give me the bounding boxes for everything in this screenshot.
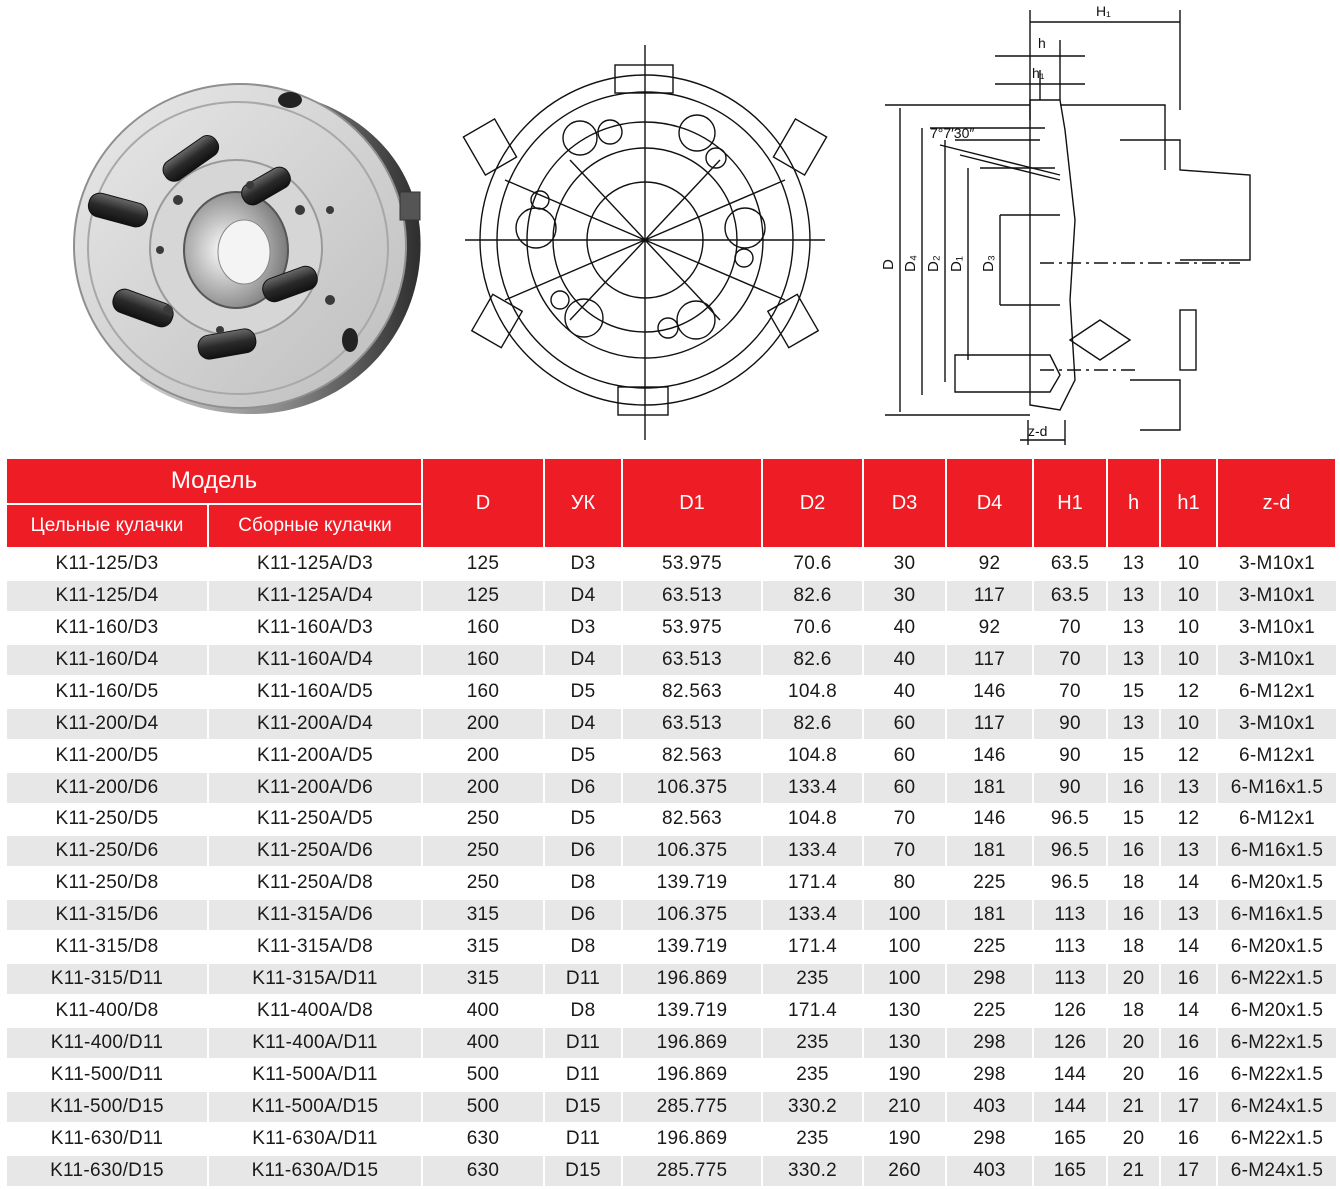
cell-d1: 63.513 [622,644,762,676]
cell-h1-small: 10 [1160,612,1217,644]
cell-zd: 6-M20x1.5 [1217,867,1336,899]
cell-d3: 30 [863,580,946,612]
cell-d: 250 [422,867,544,899]
cell-d2: 70.6 [762,612,863,644]
header-d1: D1 [622,458,762,548]
cell-h1-small: 13 [1160,772,1217,804]
cell-d2: 235 [762,1027,863,1059]
cell-zd: 6-M12x1 [1217,740,1336,772]
cell-d3: 40 [863,612,946,644]
cell-h: 13 [1107,708,1160,740]
cell-h1: 96.5 [1033,804,1107,836]
cell-d3: 70 [863,835,946,867]
cell-d1: 82.563 [622,676,762,708]
table-row [6,1059,1336,1091]
cell-d3: 40 [863,676,946,708]
cell-d: 160 [422,644,544,676]
header-h: h [1107,458,1160,548]
cell-d4: 298 [946,1059,1033,1091]
cell-d4: 298 [946,1027,1033,1059]
table-row [6,899,1336,931]
cell-h1: 144 [1033,1091,1107,1123]
cell-d3: 210 [863,1091,946,1123]
cell-h1-small: 16 [1160,1027,1217,1059]
cell-h: 13 [1107,548,1160,580]
cell-model-solid: K11-400/D8 [6,995,208,1027]
cell-uk: D11 [544,1027,622,1059]
cell-d4: 181 [946,899,1033,931]
cell-d2: 133.4 [762,899,863,931]
cell-model-assembled: K11-160A/D4 [208,644,422,676]
cell-h: 18 [1107,867,1160,899]
cell-model-solid: K11-125/D4 [6,580,208,612]
label-D3: D₃ [980,255,997,272]
cell-uk: D5 [544,804,622,836]
cell-uk: D6 [544,835,622,867]
cell-d1: 53.975 [622,548,762,580]
cell-h: 16 [1107,835,1160,867]
cell-d: 630 [422,1155,544,1187]
cell-uk: D8 [544,867,622,899]
cell-model-assembled: K11-315A/D8 [208,931,422,963]
cell-d4: 117 [946,644,1033,676]
label-zd: z-d [1028,423,1048,439]
table-row [6,1027,1336,1059]
cell-h1-small: 16 [1160,1123,1217,1155]
chuck-3d-image [74,84,421,414]
cell-zd: 6-M22x1.5 [1217,1059,1336,1091]
cell-d4: 298 [946,963,1033,995]
cell-d4: 92 [946,548,1033,580]
cell-d4: 403 [946,1155,1033,1187]
header-d4: D4 [946,458,1033,548]
table-row [6,995,1336,1027]
cell-d: 200 [422,772,544,804]
cell-d3: 60 [863,772,946,804]
cell-model-assembled: K11-500A/D15 [208,1091,422,1123]
table-row [6,612,1336,644]
cell-d4: 403 [946,1091,1033,1123]
cell-model-assembled: K11-125A/D3 [208,548,422,580]
cell-h1-small: 16 [1160,1059,1217,1091]
table-row [6,1091,1336,1123]
cell-h1-small: 17 [1160,1155,1217,1187]
cell-d: 160 [422,676,544,708]
cell-d3: 260 [863,1155,946,1187]
cell-uk: D3 [544,548,622,580]
cell-zd: 3-M10x1 [1217,580,1336,612]
cell-uk: D3 [544,612,622,644]
cell-d2: 104.8 [762,676,863,708]
cell-model-solid: K11-160/D5 [6,676,208,708]
cell-model-solid: K11-630/D11 [6,1123,208,1155]
cell-d3: 30 [863,548,946,580]
cell-uk: D15 [544,1155,622,1187]
cell-d: 200 [422,740,544,772]
cell-zd: 6-M12x1 [1217,676,1336,708]
table-row [6,580,1336,612]
cell-d1: 106.375 [622,772,762,804]
cell-d: 250 [422,804,544,836]
cell-model-solid: K11-160/D3 [6,612,208,644]
header-uk: УК [544,458,622,548]
cell-h1-small: 17 [1160,1091,1217,1123]
label-h: h [1038,35,1046,51]
cell-model-solid: K11-200/D5 [6,740,208,772]
cell-d4: 146 [946,676,1033,708]
cell-d1: 82.563 [622,740,762,772]
cell-d2: 82.6 [762,644,863,676]
cell-h: 18 [1107,931,1160,963]
cell-d2: 235 [762,1123,863,1155]
spec-table [5,457,1337,1188]
label-h1-lower: h₁ [1032,65,1045,81]
cell-d: 200 [422,708,544,740]
cell-h1-small: 12 [1160,740,1217,772]
cell-d3: 100 [863,931,946,963]
cell-zd: 6-M12x1 [1217,804,1336,836]
cell-h: 15 [1107,676,1160,708]
cell-model-solid: K11-250/D8 [6,867,208,899]
cell-h1-small: 12 [1160,804,1217,836]
cell-d1: 63.513 [622,708,762,740]
cell-h: 21 [1107,1091,1160,1123]
figures-svg [0,0,1340,452]
side-section-drawing [885,10,1250,445]
cell-model-solid: K11-200/D6 [6,772,208,804]
cell-uk: D6 [544,899,622,931]
cell-d1: 63.513 [622,580,762,612]
cell-zd: 6-M24x1.5 [1217,1091,1336,1123]
cell-h: 16 [1107,899,1160,931]
table-row [6,644,1336,676]
label-D: D [880,259,897,270]
label-h1-upper: H₁ [1096,3,1111,19]
cell-model-solid: K11-315/D11 [6,963,208,995]
cell-d2: 171.4 [762,867,863,899]
cell-d: 400 [422,1027,544,1059]
cell-h: 20 [1107,963,1160,995]
cell-d3: 100 [863,899,946,931]
cell-model-assembled: K11-125A/D4 [208,580,422,612]
header-d: D [422,458,544,548]
cell-zd: 3-M10x1 [1217,548,1336,580]
cell-model-assembled: K11-500A/D11 [208,1059,422,1091]
cell-h1-small: 12 [1160,676,1217,708]
cell-uk: D8 [544,995,622,1027]
table-row [6,772,1336,804]
cell-h1: 144 [1033,1059,1107,1091]
cell-model-solid: K11-500/D11 [6,1059,208,1091]
cell-d4: 92 [946,612,1033,644]
cell-h: 16 [1107,772,1160,804]
cell-uk: D15 [544,1091,622,1123]
cell-d3: 40 [863,644,946,676]
cell-h1: 113 [1033,963,1107,995]
cell-d: 125 [422,548,544,580]
cell-d3: 190 [863,1123,946,1155]
cell-h1-small: 13 [1160,899,1217,931]
cell-d3: 60 [863,708,946,740]
cell-model-assembled: K11-250A/D8 [208,867,422,899]
cell-h: 21 [1107,1155,1160,1187]
figures-area [0,0,1340,452]
cell-model-solid: K11-315/D6 [6,899,208,931]
cell-d4: 181 [946,772,1033,804]
cell-model-assembled: K11-400A/D11 [208,1027,422,1059]
cell-uk: D11 [544,1123,622,1155]
cell-d3: 80 [863,867,946,899]
cell-d1: 196.869 [622,1059,762,1091]
cell-h: 13 [1107,644,1160,676]
cell-h: 20 [1107,1027,1160,1059]
cell-uk: D11 [544,963,622,995]
cell-d: 500 [422,1059,544,1091]
cell-h: 20 [1107,1059,1160,1091]
cell-h1-small: 10 [1160,708,1217,740]
cell-d2: 171.4 [762,931,863,963]
cell-d: 500 [422,1091,544,1123]
table-row [6,1123,1336,1155]
cell-h1-small: 16 [1160,963,1217,995]
cell-h1-small: 10 [1160,580,1217,612]
cell-d2: 330.2 [762,1155,863,1187]
cell-h1: 70 [1033,676,1107,708]
cell-d2: 70.6 [762,548,863,580]
cell-zd: 6-M22x1.5 [1217,1123,1336,1155]
cell-d1: 106.375 [622,835,762,867]
cell-d1: 82.563 [622,804,762,836]
table-row [6,867,1336,899]
cell-uk: D5 [544,676,622,708]
cell-d4: 146 [946,804,1033,836]
cell-model-assembled: K11-160A/D5 [208,676,422,708]
cell-h1: 90 [1033,740,1107,772]
cell-d1: 106.375 [622,899,762,931]
cell-model-assembled: K11-200A/D4 [208,708,422,740]
cell-d2: 133.4 [762,772,863,804]
cell-h: 15 [1107,740,1160,772]
cell-zd: 3-M10x1 [1217,708,1336,740]
label-D1: D₁ [948,256,965,272]
cell-h1-small: 14 [1160,931,1217,963]
cell-d3: 190 [863,1059,946,1091]
table-row [6,931,1336,963]
table-row [6,708,1336,740]
cell-d2: 104.8 [762,804,863,836]
spec-table-header [6,458,1336,548]
cell-d2: 330.2 [762,1091,863,1123]
label-angle: 7°7′30″ [930,125,975,141]
cell-d2: 82.6 [762,708,863,740]
cell-zd: 6-M16x1.5 [1217,835,1336,867]
cell-h1: 96.5 [1033,867,1107,899]
cell-d: 630 [422,1123,544,1155]
cell-d2: 104.8 [762,740,863,772]
cell-d1: 285.775 [622,1155,762,1187]
cell-h1: 70 [1033,612,1107,644]
cell-uk: D11 [544,1059,622,1091]
cell-h1-small: 13 [1160,835,1217,867]
cell-h: 15 [1107,804,1160,836]
cell-model-assembled: K11-630A/D15 [208,1155,422,1187]
cell-uk: D8 [544,931,622,963]
cell-d3: 70 [863,804,946,836]
cell-model-assembled: K11-630A/D11 [208,1123,422,1155]
cell-h: 18 [1107,995,1160,1027]
cell-zd: 3-M10x1 [1217,612,1336,644]
cell-d: 315 [422,963,544,995]
cell-h1: 126 [1033,1027,1107,1059]
cell-model-solid: K11-160/D4 [6,644,208,676]
label-D4: D₄ [902,255,919,272]
cell-d1: 196.869 [622,963,762,995]
cell-zd: 6-M16x1.5 [1217,899,1336,931]
header-assembled-jaws: Сборные кулачки [208,504,422,548]
table-row [6,963,1336,995]
cell-model-solid: K11-200/D4 [6,708,208,740]
cell-model-solid: K11-250/D5 [6,804,208,836]
cell-d4: 225 [946,931,1033,963]
side-section-labels [880,3,1111,439]
cell-model-assembled: K11-315A/D11 [208,963,422,995]
cell-d2: 235 [762,963,863,995]
cell-d4: 181 [946,835,1033,867]
cell-d4: 117 [946,580,1033,612]
cell-uk: D4 [544,644,622,676]
cell-h1: 113 [1033,899,1107,931]
cell-h1: 113 [1033,931,1107,963]
cell-d: 315 [422,931,544,963]
spec-table-body [6,548,1336,1187]
cell-d1: 53.975 [622,612,762,644]
header-zd: z-d [1217,458,1336,548]
cell-model-assembled: K11-250A/D6 [208,835,422,867]
cell-h1: 63.5 [1033,580,1107,612]
cell-d3: 130 [863,995,946,1027]
cell-h1-small: 14 [1160,995,1217,1027]
cell-d2: 171.4 [762,995,863,1027]
cell-d1: 139.719 [622,995,762,1027]
cell-h1-small: 10 [1160,644,1217,676]
header-d2: D2 [762,458,863,548]
cell-zd: 3-M10x1 [1217,644,1336,676]
cell-model-assembled: K11-200A/D5 [208,740,422,772]
label-D2: D₂ [925,255,942,272]
cell-zd: 6-M20x1.5 [1217,931,1336,963]
cell-d4: 298 [946,1123,1033,1155]
cell-d2: 133.4 [762,835,863,867]
cell-h1: 70 [1033,644,1107,676]
cell-model-assembled: K11-200A/D6 [208,772,422,804]
cell-h1: 126 [1033,995,1107,1027]
header-h1: H1 [1033,458,1107,548]
cell-h1: 90 [1033,772,1107,804]
cell-d: 250 [422,835,544,867]
cell-d2: 82.6 [762,580,863,612]
cell-h1: 63.5 [1033,548,1107,580]
cell-d1: 139.719 [622,867,762,899]
cell-d: 315 [422,899,544,931]
cell-model-solid: K11-315/D8 [6,931,208,963]
cell-d1: 285.775 [622,1091,762,1123]
cell-uk: D4 [544,580,622,612]
cell-model-assembled: K11-400A/D8 [208,995,422,1027]
cell-model-solid: K11-125/D3 [6,548,208,580]
cell-h1: 165 [1033,1155,1107,1187]
table-row [6,804,1336,836]
header-d3: D3 [863,458,946,548]
cell-model-solid: K11-630/D15 [6,1155,208,1187]
cell-d4: 117 [946,708,1033,740]
cell-h: 13 [1107,580,1160,612]
cell-d: 400 [422,995,544,1027]
cell-d1: 196.869 [622,1027,762,1059]
table-row [6,1155,1336,1187]
cell-d3: 60 [863,740,946,772]
cell-zd: 6-M22x1.5 [1217,1027,1336,1059]
cell-h1: 165 [1033,1123,1107,1155]
table-row [6,740,1336,772]
cell-uk: D4 [544,708,622,740]
cell-uk: D6 [544,772,622,804]
cell-model-solid: K11-500/D15 [6,1091,208,1123]
cell-model-assembled: K11-160A/D3 [208,612,422,644]
header-model: Модель [6,458,422,504]
cell-zd: 6-M24x1.5 [1217,1155,1336,1187]
cell-d1: 196.869 [622,1123,762,1155]
cell-h: 20 [1107,1123,1160,1155]
table-row [6,835,1336,867]
cell-h: 13 [1107,612,1160,644]
table-row [6,548,1336,580]
cell-uk: D5 [544,740,622,772]
cell-d3: 100 [863,963,946,995]
cell-d: 160 [422,612,544,644]
cell-zd: 6-M20x1.5 [1217,995,1336,1027]
cell-model-assembled: K11-315A/D6 [208,899,422,931]
cell-d4: 146 [946,740,1033,772]
cell-zd: 6-M22x1.5 [1217,963,1336,995]
cell-h1: 96.5 [1033,835,1107,867]
cell-model-assembled: K11-250A/D5 [208,804,422,836]
cell-d4: 225 [946,995,1033,1027]
cell-h1-small: 10 [1160,548,1217,580]
cell-zd: 6-M16x1.5 [1217,772,1336,804]
cell-d2: 235 [762,1059,863,1091]
cell-d3: 130 [863,1027,946,1059]
cell-model-solid: K11-400/D11 [6,1027,208,1059]
cell-model-solid: K11-250/D6 [6,835,208,867]
cell-d: 125 [422,580,544,612]
cell-h1: 90 [1033,708,1107,740]
header-h1-small: h1 [1160,458,1217,548]
header-solid-jaws: Цельные кулачки [6,504,208,548]
front-view-drawing [463,45,826,440]
cell-d1: 139.719 [622,931,762,963]
cell-h1-small: 14 [1160,867,1217,899]
cell-d4: 225 [946,867,1033,899]
table-row [6,676,1336,708]
